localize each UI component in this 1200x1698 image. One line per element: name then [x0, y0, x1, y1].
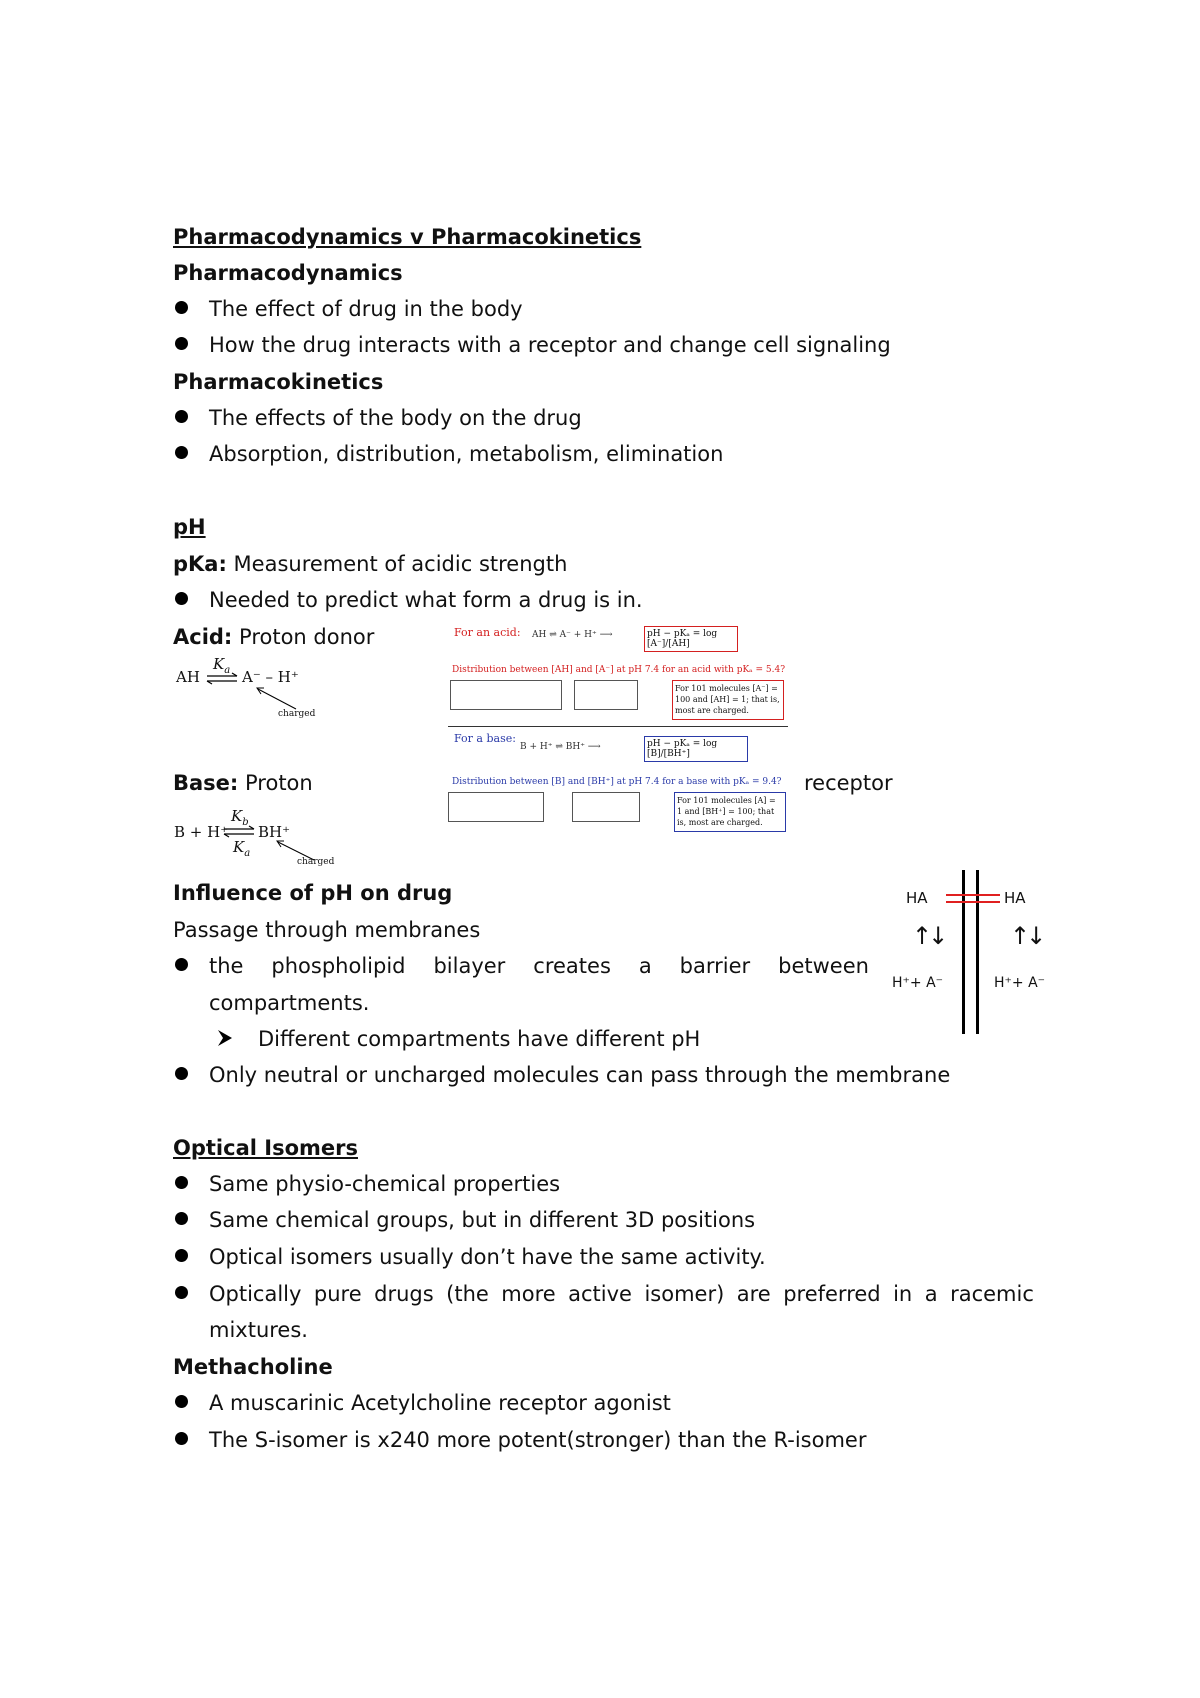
section-title-optical-isomers: Optical Isomers — [173, 1136, 358, 1160]
membrane-crossing-arrow-icon — [946, 894, 1000, 896]
acid-label: Acid: — [173, 625, 233, 649]
isomer-item-4-cont: mixtures. — [209, 1318, 308, 1342]
base-text-cont: receptor — [804, 771, 893, 795]
equilibrium-arrow-icon — [205, 672, 239, 686]
membrane-item-2: Only neutral or uncharged molecules can pass through the membrane — [209, 1063, 951, 1087]
bullet-icon — [175, 1432, 188, 1445]
isomer-item-2: Same chemical groups, but in different 3D positions — [209, 1208, 756, 1232]
bullet-icon — [175, 1249, 188, 1262]
pd-item-2: How the drug interacts with a receptor and change cell signaling — [209, 333, 891, 357]
figure-base-dist: Distribution between [B] and [BH⁺] at pH 7.4 for a base with pKₐ = 9.4? — [452, 777, 782, 787]
base-text: Proton — [238, 771, 313, 795]
membrane-crossing-arrow-icon — [946, 901, 1000, 903]
bullet-icon — [175, 1067, 188, 1080]
membrane-left-bottom: H⁺+ A⁻ — [892, 975, 944, 991]
figure-acid-calc-box-2 — [574, 680, 638, 710]
figure-base-calc-box-2 — [572, 792, 640, 822]
bullet-icon — [175, 446, 188, 459]
section-title-pd-vs-pk: Pharmacodynamics v Pharmacokinetics — [173, 225, 642, 249]
bullet-icon — [175, 337, 188, 350]
membrane-left-top: HA — [906, 889, 928, 907]
membrane-right-bottom: H⁺+ A⁻ — [994, 975, 1046, 991]
bullet-icon — [175, 1395, 188, 1408]
heading-methacholine: Methacholine — [173, 1355, 333, 1379]
figure-base-title: For a base: — [454, 732, 516, 745]
equilibrium-arrow-icon — [222, 825, 256, 839]
methacholine-item-1: A muscarinic Acetylcholine receptor agonist — [209, 1391, 671, 1415]
bullet-icon — [175, 958, 188, 971]
bullet-icon — [175, 1212, 188, 1225]
acid-eq-left: AH — [176, 668, 200, 686]
heading-pharmacodynamics: Pharmacodynamics — [173, 261, 403, 285]
subheading-membranes: Passage through membranes — [173, 918, 481, 942]
base-eq-k-bot: $K_a$ — [233, 838, 251, 859]
isomer-item-4: Optically pure drugs (the more active isomer) are preferred in a racemic — [209, 1282, 1034, 1306]
acid-base-distribution-figure — [448, 624, 788, 836]
methacholine-item-2: The S-isomer is x240 more potent(stronger) than the R-isomer — [209, 1428, 867, 1452]
figure-base-result: For 101 molecules [A] = 1 and [BH⁺] = 100; that is, most are charged. — [674, 792, 786, 832]
figure-acid-eq: AH ⇌ A⁻ + H⁺ ⟶ — [532, 630, 613, 640]
bullet-icon — [175, 1286, 188, 1299]
section-title-ph: pH — [173, 515, 206, 539]
pd-item-1: The effect of drug in the body — [209, 297, 523, 321]
pk-item-1: The effects of the body on the drug — [209, 406, 582, 430]
bullet-icon — [175, 410, 188, 423]
acid-eq-note: charged — [278, 709, 316, 719]
arrowhead-bullet-icon — [216, 1028, 236, 1048]
equilibrium-vertical-arrow-icon: ↑↓ — [1010, 922, 1043, 950]
equilibrium-vertical-arrow-icon: ↑↓ — [912, 922, 945, 950]
acid-text: Proton donor — [232, 625, 375, 649]
base-label: Base: — [173, 771, 239, 795]
figure-divider — [448, 726, 788, 727]
figure-acid-box: pH − pKₐ = log [A⁻]/[AH] — [644, 626, 738, 652]
figure-base-eq: B + H⁺ ⇌ BH⁺ ⟶ — [520, 742, 601, 752]
bullet-icon — [175, 1176, 188, 1189]
acid-eq-k: $K_a$ — [213, 655, 231, 676]
pka-item-1: Needed to predict what form a drug is in. — [209, 588, 643, 612]
bullet-icon — [175, 301, 188, 314]
figure-acid-dist: Distribution between [AH] and [A⁻] at pH 7.4 for an acid with pKₐ = 5.4? — [452, 665, 786, 675]
base-eq-note: charged — [297, 857, 335, 867]
pka-text: Measurement of acidic strength — [226, 552, 568, 576]
membrane-item-1-cont: compartments. — [209, 991, 370, 1015]
figure-acid-calc-box-1 — [450, 680, 562, 710]
isomer-item-1: Same physio-chemical properties — [209, 1172, 561, 1196]
heading-influence-ph: Influence of pH on drug — [173, 881, 453, 905]
membrane-item-1: the phospholipid bilayer creates a barrier between — [209, 954, 869, 978]
figure-base-box: pH − pKₐ = log [B]/[BH⁺] — [644, 736, 748, 762]
figure-acid-result: For 101 molecules [A⁻] = 100 and [AH] = 1; that is, most are charged. — [672, 680, 784, 720]
base-eq-right: BH⁺ — [258, 823, 291, 841]
pka-label: pKa: — [173, 552, 227, 576]
heading-pharmacokinetics: Pharmacokinetics — [173, 370, 384, 394]
acid-equation — [176, 668, 200, 686]
isomer-item-3: Optical isomers usually don’t have the same activity. — [209, 1245, 766, 1269]
base-eq-k-top: $K_b$ — [231, 807, 249, 828]
membrane-diagram — [880, 868, 1060, 1038]
base-line — [173, 770, 313, 796]
figure-acid-title: For an acid: — [454, 626, 521, 639]
pk-item-2: Absorption, distribution, metabolism, elimination — [209, 442, 724, 466]
pka-line — [173, 551, 567, 577]
membrane-sub-item: Different compartments have different pH — [258, 1027, 701, 1051]
base-eq-left: B + H⁺ — [174, 823, 229, 841]
membrane-right-top: HA — [1004, 889, 1026, 907]
bullet-icon — [175, 592, 188, 605]
acid-line — [173, 624, 374, 650]
acid-eq-right: A⁻ – H⁺ — [242, 668, 299, 686]
figure-base-calc-box-1 — [448, 792, 544, 822]
